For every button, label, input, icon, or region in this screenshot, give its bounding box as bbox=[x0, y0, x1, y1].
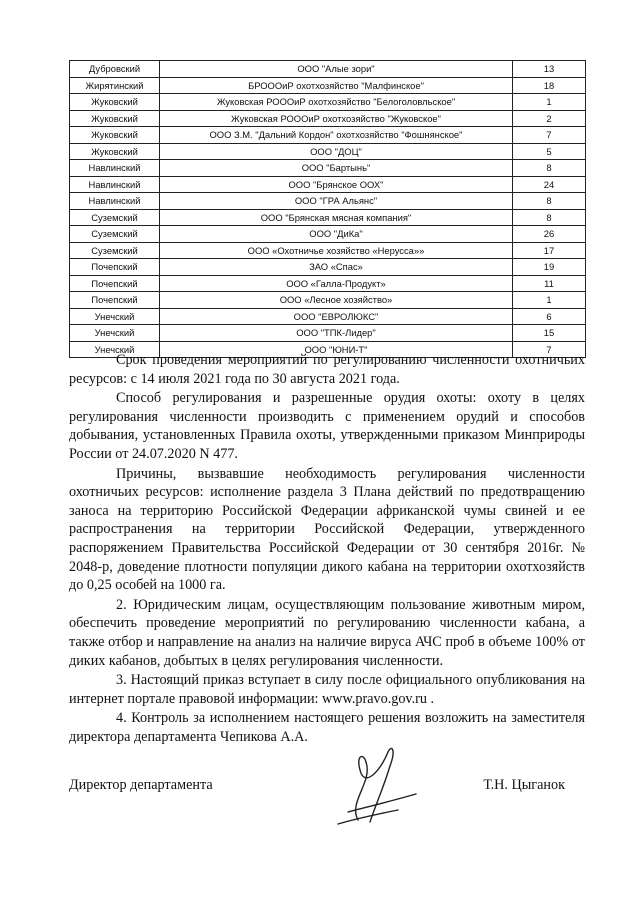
hunting-entity-cell: ООО "Брянское ООХ" bbox=[160, 176, 513, 193]
count-cell: 8 bbox=[513, 160, 586, 177]
hunting-entity-cell: ЗАО «Спас» bbox=[160, 259, 513, 276]
paragraph-item-4: 4. Контроль за исполнением настоящего решения возложить на заместителя директора департамента Чепикова А.А. bbox=[69, 710, 585, 745]
district-cell: Суземский bbox=[70, 209, 160, 226]
district-cell: Жуковский bbox=[70, 94, 160, 111]
hunting-entity-cell: ООО "Брянская мясная компания" bbox=[160, 209, 513, 226]
district-cell: Навлинский bbox=[70, 193, 160, 210]
paragraph-period: Срок проведения мероприятий по регулированию численности охотничьих ресурсов: с 14 июля 2021 года по 30 августа 2021 года. bbox=[69, 352, 585, 387]
district-cell: Жуковский bbox=[70, 110, 160, 127]
table-row bbox=[70, 94, 586, 111]
count-cell: 18 bbox=[513, 77, 586, 94]
table-row bbox=[70, 292, 586, 309]
hunting-entity-cell: Жуковская РОООиР охотхозяйство "Жуковское" bbox=[160, 110, 513, 127]
district-cell: Унечский bbox=[70, 325, 160, 342]
count-cell: 15 bbox=[513, 325, 586, 342]
district-cell: Суземский bbox=[70, 226, 160, 243]
district-cell: Суземский bbox=[70, 242, 160, 259]
table-row bbox=[70, 143, 586, 160]
hunting-entity-cell: ООО "ГРА Альянс" bbox=[160, 193, 513, 210]
hunting-entity-cell: ООО "Алые зори" bbox=[160, 61, 513, 78]
hunting-entity-cell: ООО "ДОЦ" bbox=[160, 143, 513, 160]
paragraph-item-2: 2. Юридическим лицам, осуществляющим пользование животным миром, обеспечить проведение мероприятий по регулированию численности кабана, а также отбор и направление на анализ на наличие вируса АЧС проб в объеме 100% от диких кабанов, добытых в целях регулирования численности. bbox=[69, 596, 585, 669]
district-cell: Унечский bbox=[70, 341, 160, 358]
hunting-entity-cell: ООО «Охотничье хозяйство «Нерусса»» bbox=[160, 242, 513, 259]
district-cell: Дубровский bbox=[70, 61, 160, 78]
table-row bbox=[70, 308, 586, 325]
hunting-entity-cell: ООО «Галла-Продукт» bbox=[160, 275, 513, 292]
count-cell: 5 bbox=[513, 143, 586, 160]
table-row bbox=[70, 259, 586, 276]
table-row bbox=[70, 61, 586, 78]
count-cell: 7 bbox=[513, 127, 586, 144]
count-cell: 17 bbox=[513, 242, 586, 259]
signatory-position: Директор департамента bbox=[69, 777, 213, 793]
hunting-entity-cell: ООО "Бартынь" bbox=[160, 160, 513, 177]
order-body bbox=[69, 351, 585, 747]
signatory-name: Т.Н. Цыганок bbox=[483, 777, 565, 793]
handwritten-signature bbox=[318, 742, 428, 828]
paragraph-item-3: 3. Настоящий приказ вступает в силу после официального опубликования на интернет портале правовой информации: www.pravo.gov.ru . bbox=[69, 672, 585, 707]
count-cell: 8 bbox=[513, 209, 586, 226]
district-cell: Почепский bbox=[70, 259, 160, 276]
hunting-entity-cell: ООО «Лесное хозяйство» bbox=[160, 292, 513, 309]
district-cell: Почепский bbox=[70, 275, 160, 292]
hunting-entity-cell: БРОООиР охотхозяйство "Малфинское" bbox=[160, 77, 513, 94]
count-cell: 1 bbox=[513, 292, 586, 309]
district-cell: Унечский bbox=[70, 308, 160, 325]
count-cell: 26 bbox=[513, 226, 586, 243]
table-row bbox=[70, 193, 586, 210]
paragraph-method: Способ регулирования и разрешенные орудия охоты: охоту в целях регулирования численности производить с применением орудий и способов добывания, установленных Правила охоты, утвержденными приказом Минприроды России от 24.07.2020 N 477. bbox=[69, 390, 585, 462]
hunting-entity-cell: ООО "ТПК-Лидер" bbox=[160, 325, 513, 342]
count-cell: 11 bbox=[513, 275, 586, 292]
district-cell: Почепский bbox=[70, 292, 160, 309]
table-row bbox=[70, 325, 586, 342]
count-cell: 1 bbox=[513, 94, 586, 111]
table-row bbox=[70, 242, 586, 259]
hunting-entity-cell: ООО "ЕВРОЛЮКС" bbox=[160, 308, 513, 325]
district-cell: Жирятинский bbox=[70, 77, 160, 94]
hunting-quota-table bbox=[69, 60, 586, 358]
district-cell: Жуковский bbox=[70, 127, 160, 144]
count-cell: 24 bbox=[513, 176, 586, 193]
table-row bbox=[70, 226, 586, 243]
table-row bbox=[70, 160, 586, 177]
hunting-entity-cell: ООО "ЮНИ-Т" bbox=[160, 341, 513, 358]
table-row bbox=[70, 209, 586, 226]
district-cell: Навлинский bbox=[70, 176, 160, 193]
hunting-entity-cell: ООО "ДиКа" bbox=[160, 226, 513, 243]
count-cell: 7 bbox=[513, 341, 586, 358]
district-cell: Навлинский bbox=[70, 160, 160, 177]
hunting-entity-cell: ООО З.М. "Дальний Кордон" охотхозяйство "Фошнянское" bbox=[160, 127, 513, 144]
district-cell: Жуковский bbox=[70, 143, 160, 160]
count-cell: 2 bbox=[513, 110, 586, 127]
count-cell: 6 bbox=[513, 308, 586, 325]
count-cell: 19 bbox=[513, 259, 586, 276]
hunting-entity-cell: Жуковская РОООиР охотхозяйство "Белоголовльское" bbox=[160, 94, 513, 111]
count-cell: 8 bbox=[513, 193, 586, 210]
table-row bbox=[70, 275, 586, 292]
paragraph-reasons: Причины, вызвавшие необходимость регулирования численности охотничьих ресурсов: исполнение раздела 3 Плана действий по предотвращению заноса на территорию Российской Федерации африканской чумы свиней и ее распространения на территории Российской Федерации, утвержденного распоряжением Правительства Российской Федерации от 30 сентября 2016г. № 2048-р, доведение плотности популяции дикого кабана на территории охотхозяйств до 0,25 особей на 1000 га. bbox=[69, 465, 585, 594]
table-row bbox=[70, 110, 586, 127]
table-row bbox=[70, 127, 586, 144]
count-cell: 13 bbox=[513, 61, 586, 78]
table-row bbox=[70, 176, 586, 193]
table-row bbox=[70, 77, 586, 94]
